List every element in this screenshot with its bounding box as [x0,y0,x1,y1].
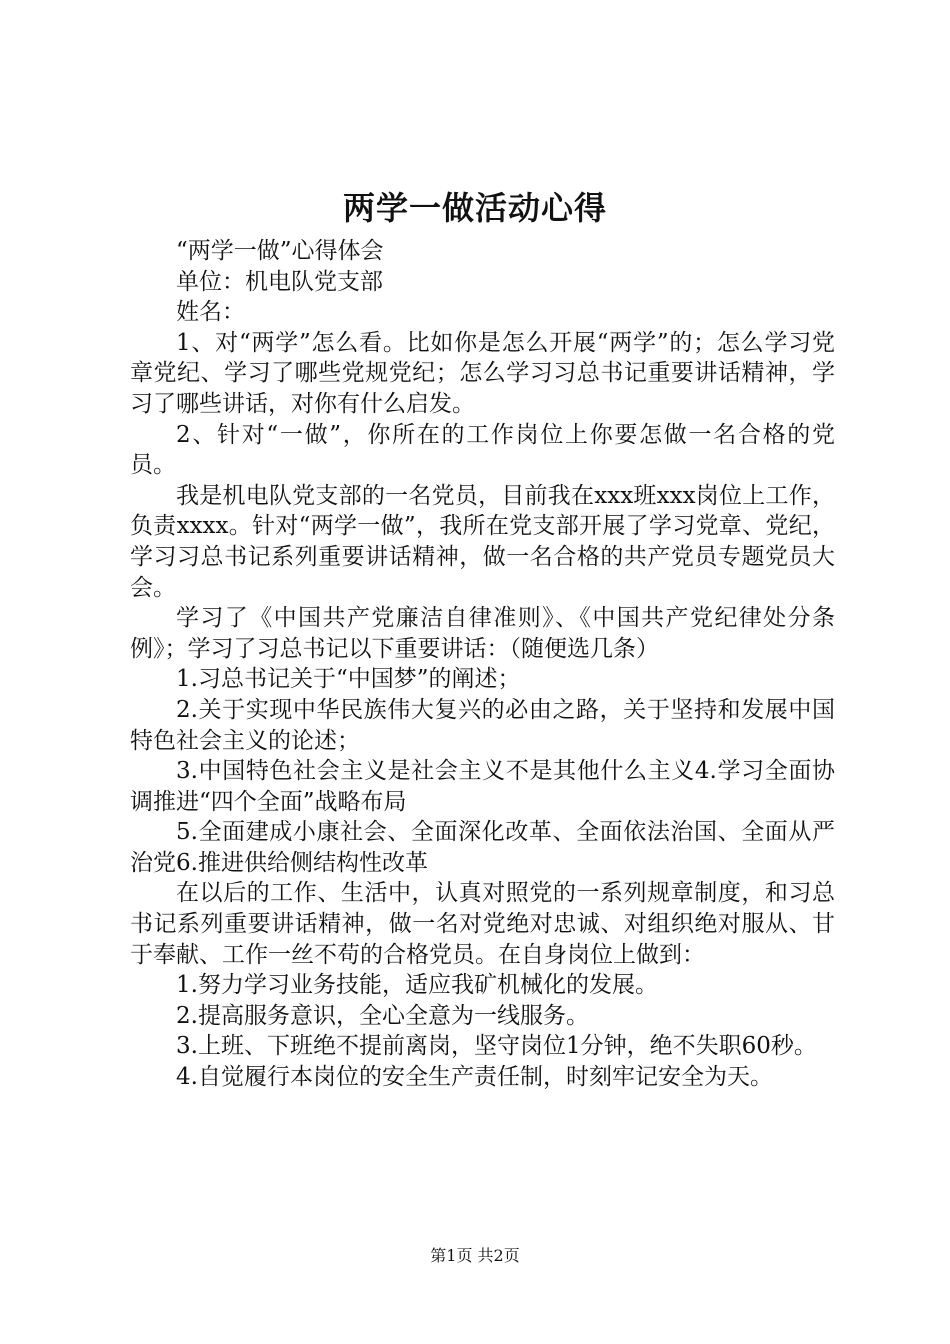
page-footer: 第1页 共2页 [430,1246,520,1265]
paragraph-heading: “两学一做”心得体会 [176,238,384,264]
list-item-duty-4: 4.自觉履行本岗位的安全生产责任制，时刻牢记安全为天。 [176,1064,773,1091]
list-item-speech-5: 5.全面建成小康社会、全面深化改革、全面依法治国、全面从严治党6.推进供给侧结构性改革 [130,819,835,876]
paragraph-unit: 单位：机电队党支部 [176,268,383,295]
paragraph-question-2: 2、针对“一做”，你所在的工作岗位上你要怎做一名合格的党员。 [130,421,835,479]
list-item-duty-3: 3.上班、下班绝不提前离岗，坚守岗位1分钟，绝不失职60秒。 [176,1033,817,1060]
list-item-duty-2: 2.提高服务意识，全心全意为一线服务。 [176,1002,589,1029]
paragraph-intro: 我是机电队党支部的一名党员，目前我在xxx班xxx岗位上工作，负责xxxx。针对“两学一做”，我所在党支部开展了学习党章、党纪，学习习总书记系列重要讲话精神，做一名合格的共产党员专题党员大会。 [130,482,835,601]
list-item-duty-1: 1.努力学习业务技能，适应我矿机械化的发展。 [176,972,658,999]
list-item-speech-1: 1.习总书记关于“中国梦”的阐述； [176,666,521,693]
paragraph-name: 姓名： [176,299,245,326]
paragraph-question-1: 1、对“两学”怎么看。比如你是怎么开展“两学”的；怎么学习党章党纪、学习了哪些党规党纪；怎么学习习总书记重要讲话精神，学习了哪些讲话，对你有什么启发。 [130,329,835,417]
paragraph-study: 学习了《中国共产党廉洁自律准则》、《中国共产党纪律处分条例》；学习了习总书记以下重要讲话：（随便选几条） [130,605,835,662]
document-title: 两学一做活动心得 [342,189,607,227]
document-body [130,236,835,1093]
list-item-speech-3: 3.中国特色社会主义是社会主义不是其他什么主义4.学习全面协调推进“四个全面”战略布局 [130,758,835,815]
paragraph-commitment: 在以后的工作、生活中，认真对照党的一系列规章制度，和习总书记系列重要讲话精神，做一名对党绝对忠诚、对组织绝对服从、甘于奉献、工作一丝不苟的合格党员。在自身岗位上做到： [130,880,835,968]
list-item-speech-2: 2.关于实现中华民族伟大复兴的必由之路，关于坚持和发展中国特色社会主义的论述； [130,696,835,754]
